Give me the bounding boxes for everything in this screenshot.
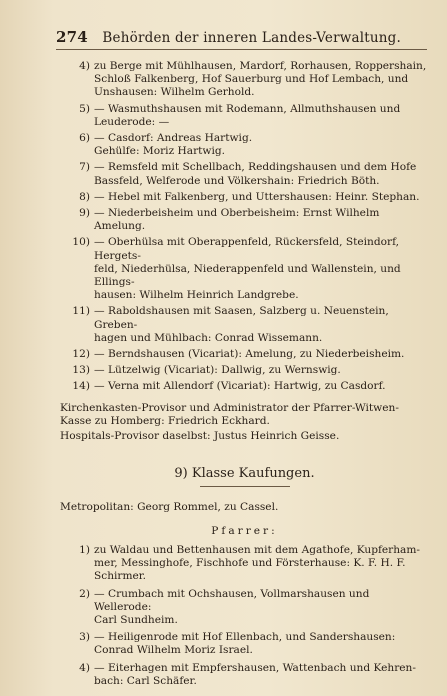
running-title: Behörden der inneren Landes-Verwaltung. <box>102 30 401 46</box>
page-number: 274 <box>56 28 88 46</box>
entry-number: 9) <box>79 207 90 220</box>
entry-text: — Casdorf: Andreas Hartwig. Gehülfe: Moriz Hartwig. <box>94 132 253 158</box>
metropolitan-line: Metropolitan: Georg Rommel, zu Cassel. <box>60 501 279 514</box>
entry-text: — Crumbach mit Ochshausen, Vollmarshausen und Wellerode: Carl Sundheim. <box>94 587 370 626</box>
entry-number: 10) <box>72 236 90 249</box>
entry-number: 11) <box>72 305 90 318</box>
entry-number: 12) <box>72 348 90 361</box>
entry-text: zu Berge mit Mühlhausen, Mardorf, Rorhausen, Roppershain, Schloß Falkenberg, Hof Sauerburg und Hof Lembach, und Unshausen: Wilhelm Gerhold. <box>94 60 427 99</box>
list-item <box>60 348 429 361</box>
paragraph-kirchenkasten: Kirchenkasten-Provisor und Administrator der Pfarrer-Witwen- Kasse zu Homberg: Friedrich Eckhard. <box>60 401 399 427</box>
page-body <box>60 60 429 692</box>
list-item <box>60 236 429 302</box>
entry-number: 7) <box>79 161 90 174</box>
entry-number: 2) <box>79 587 90 600</box>
list-item <box>60 364 429 377</box>
list-item <box>60 662 429 688</box>
parish-list-lower <box>60 544 429 688</box>
entry-number: 13) <box>72 364 90 377</box>
list-item <box>60 191 429 204</box>
page-header <box>56 28 427 50</box>
section-title: 9) Klasse Kaufungen. <box>60 467 429 487</box>
entry-text: — Eiterhagen mit Empfershausen, Wattenbach und Kehren- bach: Carl Schäfer. <box>94 661 416 687</box>
entry-text: — Oberhülsa mit Oberappenfeld, Rückersfeld, Steindorf, Hergets- feld, Niederhülsa, Niederappenfeld und Wallenstein, und Ellings- hausen: Wilhelm Heinrich Landgrebe. <box>94 236 401 302</box>
entry-number: 1) <box>79 543 90 556</box>
entry-number: 14) <box>72 380 90 393</box>
list-item <box>60 132 429 158</box>
list-item <box>60 103 429 129</box>
pfarrer-subheading: Pfarrer: <box>211 524 278 537</box>
entry-text: — Raboldshausen mit Saasen, Salzberg u. Neuenstein, Greben- hagen und Mühlbach: Conrad Wissemann. <box>94 305 389 344</box>
entry-text: — Lützelwig (Vicariat): Dallwig, zu Wernswig. <box>94 364 341 377</box>
entry-text: — Verna mit Allendorf (Vicariat): Hartwig, zu Casdorf. <box>94 380 386 393</box>
list-item <box>60 380 429 393</box>
entry-text: — Berndshausen (Vicariat): Amelung, zu Niederbeisheim. <box>94 348 405 361</box>
entry-text: — Wasmuthshausen mit Rodemann, Allmuthshausen und Leuderode: — <box>94 102 401 128</box>
paragraph-hospital: Hospitals-Provisor daselbst: Justus Heinrich Geisse. <box>60 430 340 443</box>
parish-list-upper <box>60 60 429 394</box>
entry-number: 6) <box>79 132 90 145</box>
entry-number: 8) <box>79 190 90 203</box>
list-item <box>60 60 429 100</box>
list-item <box>60 588 429 628</box>
entry-text: zu Waldau und Bettenhausen mit dem Agathofe, Kupferham- mer, Messinghofe, Fischhofe und Försterhause: K. F. H. F. Schirmer. <box>94 543 421 583</box>
list-item <box>60 631 429 657</box>
list-item <box>60 305 429 345</box>
list-item <box>60 207 429 233</box>
entry-number: 4) <box>79 661 90 674</box>
entry-number: 3) <box>79 631 90 644</box>
entry-text: — Remsfeld mit Schellbach, Reddingshausen und dem Hofe Bassfeld, Welferode und Völkershain: Friedrich Böth. <box>94 161 417 187</box>
entry-text: — Niederbeisheim und Oberbeisheim: Ernst Wilhelm Amelung. <box>94 207 380 233</box>
entry-number: 4) <box>79 60 90 72</box>
entry-text: — Hebel mit Falkenberg, und Uttershausen: Heinr. Stephan. <box>94 190 420 203</box>
entry-text: — Heiligenrode mit Hof Ellenbach, und Sandershausen: Conrad Wilhelm Moriz Israel. <box>94 631 396 657</box>
entry-number: 5) <box>79 102 90 115</box>
list-item <box>60 161 429 187</box>
list-item <box>60 544 429 584</box>
